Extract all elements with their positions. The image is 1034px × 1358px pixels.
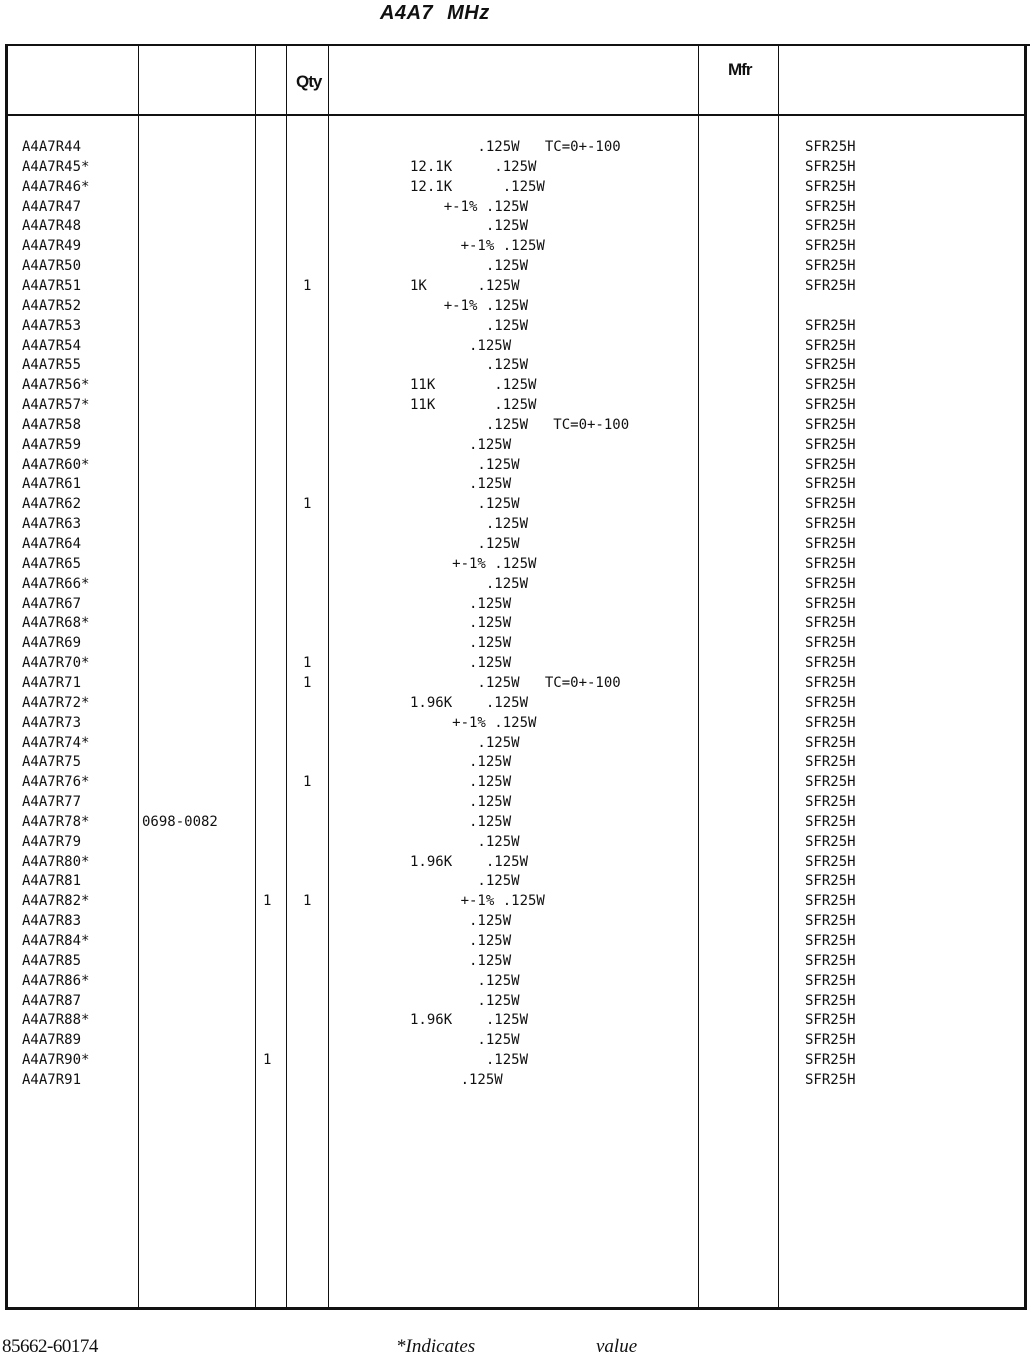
row-mfr-part-number: SFR25H [805, 1012, 856, 1029]
row-description: .125W TC=0+-100 [410, 674, 621, 691]
table-row [0, 832, 1034, 852]
row-description: +-1% .125W [410, 714, 537, 731]
row-reference: A4A7R80* [22, 853, 90, 870]
row-mfr-part-number: SFR25H [805, 873, 856, 890]
row-mfr-part-number: SFR25H [805, 456, 856, 473]
row-description: +-1% .125W [410, 198, 529, 215]
row-mfr-part-number: SFR25H [805, 595, 856, 612]
row-reference: A4A7R62 [22, 496, 82, 513]
row-description: .125W [410, 913, 512, 930]
table-row [0, 455, 1034, 475]
row-description: .125W [410, 337, 512, 354]
row-mfr-part-number: SFR25H [805, 655, 856, 672]
row-description: .125W [410, 1052, 529, 1069]
row-reference: A4A7R67 [22, 595, 82, 612]
row-mfr-part-number: SFR25H [805, 1032, 856, 1049]
row-reference: A4A7R66* [22, 575, 90, 592]
row-description: .125W [410, 933, 512, 949]
row-mfr-part-number: SFR25H [805, 992, 856, 1009]
row-mfr-part-number: SFR25H [805, 972, 856, 989]
row-mfr-part-number: SFR25H [805, 218, 856, 235]
row-description: 1.96K .125W [410, 1012, 529, 1029]
row-reference: A4A7R74* [22, 734, 90, 751]
row-mfr-part-number: SFR25H [805, 139, 856, 155]
row-reference: A4A7R48 [22, 218, 82, 235]
table-row [0, 236, 1034, 256]
row-description: .125W [410, 813, 512, 830]
row-quantity: 1 [303, 655, 312, 672]
row-description: .125W [410, 595, 512, 612]
row-description: +-1% .125W [410, 297, 529, 314]
table-row [0, 931, 1034, 951]
row-mfr-part-number: SFR25H [805, 674, 856, 691]
table-row [0, 1030, 1034, 1050]
row-description: .125W [410, 1071, 503, 1088]
row-description: 11K .125W [410, 377, 537, 394]
row-reference: A4A7R76* [22, 774, 90, 791]
row-reference: A4A7R50 [22, 258, 82, 275]
table-row [0, 474, 1034, 494]
row-mfr-part-number: SFR25H [805, 813, 856, 830]
row-mfr-part-number: SFR25H [805, 853, 856, 870]
table-row [0, 772, 1034, 792]
table-row [0, 951, 1034, 971]
table-row [0, 613, 1034, 633]
row-description: .125W [410, 754, 512, 771]
title-unit: MHz [447, 2, 490, 24]
row-reference: A4A7R65 [22, 555, 82, 572]
row-mfr-part-number: SFR25H [805, 516, 856, 533]
row-mfr-part-number: SFR25H [805, 178, 856, 195]
row-description: .125W TC=0+-100 [410, 139, 621, 155]
row-reference: A4A7R54 [22, 337, 82, 354]
row-reference: A4A7R49 [22, 238, 82, 255]
row-reference: A4A7R70* [22, 655, 90, 672]
row-reference: A4A7R83 [22, 913, 82, 930]
row-reference: A4A7R77 [22, 794, 82, 811]
row-reference: A4A7R51 [22, 277, 82, 294]
row-quantity: 1 [303, 774, 312, 791]
row-mfr-part-number: SFR25H [805, 357, 856, 374]
document-number: 85662-60174 [2, 1336, 98, 1357]
table-row [0, 1010, 1034, 1030]
row-reference: A4A7R68* [22, 615, 90, 632]
row-reference: A4A7R79 [22, 833, 82, 850]
row-reference: A4A7R46* [22, 178, 90, 195]
row-mfr-part-number: SFR25H [805, 1071, 856, 1088]
row-mfr-part-number: SFR25H [805, 158, 856, 175]
row-reference: A4A7R71 [22, 674, 82, 691]
row-reference: A4A7R60* [22, 456, 90, 473]
row-mfr-part-number: SFR25H [805, 198, 856, 215]
row-description: .125W [410, 436, 512, 453]
row-mfr-part-number: SFR25H [805, 436, 856, 453]
row-reference: A4A7R85 [22, 952, 82, 969]
row-reference: A4A7R89 [22, 1032, 82, 1049]
row-reference: A4A7R82* [22, 893, 90, 910]
row-description: .125W [410, 317, 529, 334]
table-row [0, 435, 1034, 455]
row-mfr-part-number: SFR25H [805, 794, 856, 811]
table-row [0, 673, 1034, 693]
row-reference: A4A7R52 [22, 297, 82, 314]
row-mfr-part-number: SFR25H [805, 694, 856, 711]
row-reference: A4A7R47 [22, 198, 82, 215]
row-reference: A4A7R61 [22, 476, 82, 493]
row-description: .125W [410, 456, 520, 473]
table-row [0, 157, 1034, 177]
table-row [0, 971, 1034, 991]
table-row [0, 733, 1034, 753]
row-description: .125W [410, 536, 520, 552]
table-row [0, 276, 1034, 296]
row-quantity: 1 [303, 277, 312, 294]
row-mfr-part-number: SFR25H [805, 615, 856, 632]
row-description: .125W [410, 734, 520, 751]
row-description: .125W [410, 972, 520, 989]
row-description: +-1% .125W [410, 555, 537, 572]
row-mfr-part-number: SFR25H [805, 416, 856, 433]
row-description: .125W [410, 992, 520, 1009]
row-mfr-part-number: SFR25H [805, 536, 856, 552]
row-description: .125W [410, 615, 512, 632]
row-reference: A4A7R84* [22, 933, 90, 949]
row-description: +-1% .125W [410, 893, 545, 910]
table-row [0, 177, 1034, 197]
row-mfr-part-number: SFR25H [805, 575, 856, 592]
table-row [0, 514, 1034, 534]
row-description: .125W [410, 952, 512, 969]
table-row [0, 1070, 1034, 1090]
row-reference: A4A7R59 [22, 436, 82, 453]
row-description: .125W [410, 218, 529, 235]
row-description: +-1% .125W [410, 238, 545, 255]
row-mfr-part-number: SFR25H [805, 277, 856, 294]
row-mfr-part-number: SFR25H [805, 913, 856, 930]
row-mfr-part-number: SFR25H [805, 774, 856, 791]
row-description: .125W [410, 774, 512, 791]
row-mfr-part-number: SFR25H [805, 833, 856, 850]
row-description: 1K .125W [410, 277, 520, 294]
footnote-value: value [596, 1336, 638, 1357]
table-row [0, 336, 1034, 356]
table-row [0, 316, 1034, 336]
row-description: .125W [410, 794, 512, 811]
row-reference: A4A7R56* [22, 377, 90, 394]
table-row [0, 355, 1034, 375]
row-description: .125W [410, 476, 512, 493]
row-mfr-part-number: SFR25H [805, 377, 856, 394]
table-row [0, 574, 1034, 594]
row-reference: A4A7R69 [22, 635, 82, 652]
row-quantity: 1 [303, 496, 312, 513]
table-row [0, 216, 1034, 236]
row-reference: A4A7R55 [22, 357, 82, 374]
row-mfr-part-number: SFR25H [805, 258, 856, 275]
table-row [0, 594, 1034, 614]
row-reference: A4A7R72* [22, 694, 90, 711]
table-row [0, 494, 1034, 514]
row-reference: A4A7R78* [22, 813, 90, 830]
table-row [0, 911, 1034, 931]
row-reference: A4A7R63 [22, 516, 82, 533]
row-description: .125W [410, 873, 520, 890]
row-mfr-part-number: SFR25H [805, 496, 856, 513]
row-description: .125W TC=0+-100 [410, 416, 630, 433]
row-mfr-part-number: SFR25H [805, 397, 856, 414]
table-row [0, 375, 1034, 395]
row-description: 12.1K .125W [410, 158, 537, 175]
row-description: .125W [410, 575, 529, 592]
row-reference: A4A7R53 [22, 317, 82, 334]
table-row [0, 197, 1034, 217]
row-reference: A4A7R58 [22, 416, 82, 433]
table-row [0, 633, 1034, 653]
row-reference: A4A7R75 [22, 754, 82, 771]
row-reference: A4A7R91 [22, 1071, 82, 1088]
table-row [0, 415, 1034, 435]
row-reference: A4A7R86* [22, 972, 90, 989]
row-description: .125W [410, 496, 520, 513]
row-mfr-part-number: SFR25H [805, 476, 856, 493]
row-reference: A4A7R45* [22, 158, 90, 175]
table-row [0, 991, 1034, 1011]
row-mfr-part-number: SFR25H [805, 893, 856, 910]
row-mfr-part-number: SFR25H [805, 714, 856, 731]
row-description: .125W [410, 357, 529, 374]
row-description: .125W [410, 258, 529, 275]
row-mfr-part-number: SFR25H [805, 635, 856, 652]
table-row [0, 871, 1034, 891]
table-row [0, 256, 1034, 276]
table-row [0, 693, 1034, 713]
row-mfr-part-number: SFR25H [805, 337, 856, 354]
header-divider [8, 114, 1026, 116]
table-row [0, 792, 1034, 812]
title-assembly: A4A7 [380, 2, 434, 24]
row-reference: A4A7R57* [22, 397, 90, 414]
row-mfr-part-number: SFR25H [805, 734, 856, 751]
table-row [0, 752, 1034, 772]
row-description: .125W [410, 833, 520, 850]
row-mfr-part-number: SFR25H [805, 317, 856, 334]
row-check-digit: 1 [263, 1052, 272, 1069]
row-quantity: 1 [303, 893, 312, 910]
row-reference: A4A7R90* [22, 1052, 90, 1069]
row-description: 11K .125W [410, 397, 537, 414]
footnote-indicates: *Indicates [396, 1336, 476, 1357]
row-reference: A4A7R81 [22, 873, 82, 890]
row-reference: A4A7R44 [22, 139, 82, 155]
table-row [0, 1050, 1034, 1070]
row-mfr-part-number: SFR25H [805, 555, 856, 572]
table-row [0, 812, 1034, 832]
page-title [380, 2, 490, 25]
row-mfr-part-number: SFR25H [805, 1052, 856, 1069]
table-row [0, 137, 1034, 157]
table-row [0, 395, 1034, 415]
table-row [0, 554, 1034, 574]
header-qty: Qty [296, 72, 322, 91]
table-row [0, 653, 1034, 673]
row-reference: A4A7R73 [22, 714, 82, 731]
row-reference: A4A7R87 [22, 992, 82, 1009]
row-check-digit: 1 [263, 893, 272, 910]
table-row [0, 296, 1034, 316]
row-part-number: 0698-0082 [142, 813, 218, 830]
row-mfr-part-number: SFR25H [805, 933, 856, 949]
row-description: .125W [410, 635, 512, 652]
header-mfr: Mfr [728, 60, 752, 79]
table-row [0, 891, 1034, 911]
row-reference: A4A7R64 [22, 536, 82, 552]
row-reference: A4A7R88* [22, 1012, 90, 1029]
row-mfr-part-number: SFR25H [805, 238, 856, 255]
row-description: .125W [410, 655, 512, 672]
row-description: 1.96K .125W [410, 853, 529, 870]
row-description: 1.96K .125W [410, 694, 529, 711]
table-row [0, 852, 1034, 872]
row-mfr-part-number: SFR25H [805, 952, 856, 969]
row-description: 12.1K .125W [410, 178, 545, 195]
row-mfr-part-number: SFR25H [805, 754, 856, 771]
row-description: .125W [410, 1032, 520, 1049]
table-row [0, 534, 1034, 554]
row-quantity: 1 [303, 674, 312, 691]
row-description: .125W [410, 516, 529, 533]
table-row [0, 713, 1034, 733]
